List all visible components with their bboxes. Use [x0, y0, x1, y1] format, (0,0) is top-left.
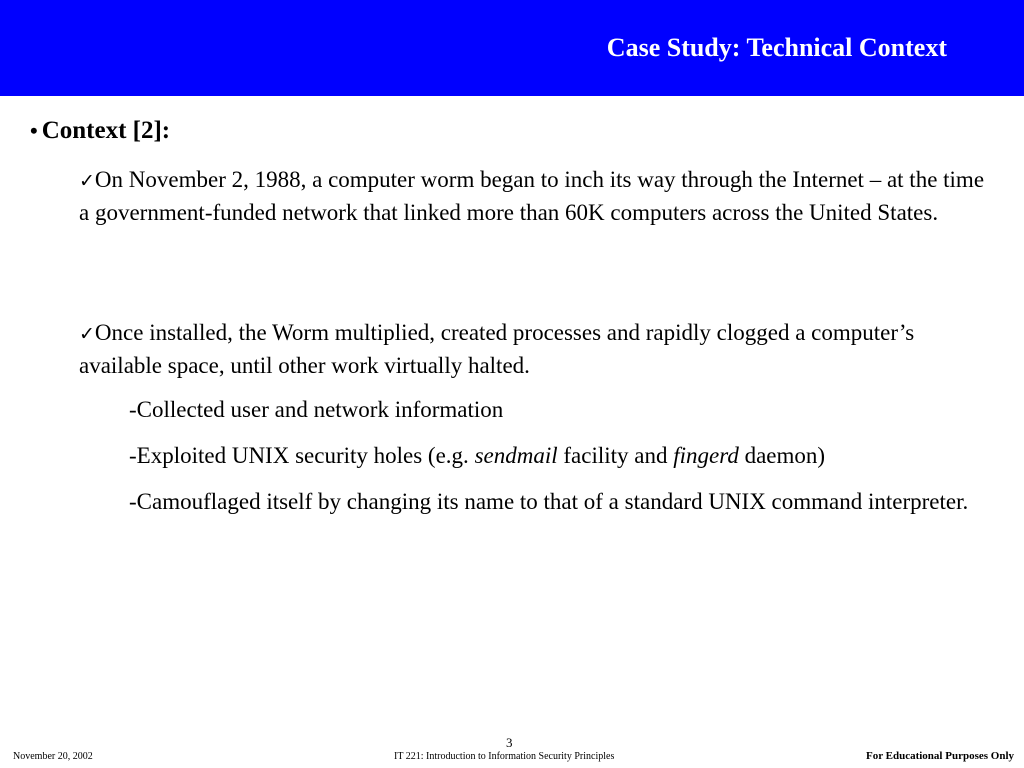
footer-date: November 20, 2002: [13, 751, 93, 762]
sub-2-prefix: -Exploited UNIX security holes (e.g.: [129, 443, 475, 468]
page-number: 3: [506, 735, 513, 750]
sub-point-collected-info: -Collected user and network information: [129, 397, 504, 422]
checkmark-icon: ✓: [79, 323, 95, 345]
heading-text: Context [2]:: [41, 117, 171, 144]
point-worm-multiplied: [79, 317, 999, 381]
point-worm-began: [79, 164, 999, 228]
term-fingerd: fingerd: [673, 443, 739, 468]
slide-title: Case Study: Technical Context: [606, 33, 947, 62]
footer-notice: For Educational Purposes Only: [865, 750, 1014, 762]
term-sendmail: sendmail: [474, 443, 558, 468]
sub-2-middle: facility and: [557, 443, 674, 468]
sub-point-exploited-holes: [129, 440, 989, 471]
point-1-text: On November 2, 1988, a computer worm began to inch its way through the Internet – at the time a government-funded network that linked more than 60K computers across the United States.: [79, 167, 985, 225]
sub-2-suffix: daemon): [738, 443, 826, 468]
bullet-heading: [30, 117, 170, 145]
footer-course-title: IT 221: Introduction to Information Security Principles: [394, 751, 615, 762]
bullet-icon: •: [30, 118, 38, 143]
point-2-text: Once installed, the Worm multiplied, created processes and rapidly clogged a computer’s available space, until other work virtually halted.: [79, 320, 915, 378]
sub-point-camouflaged: -Camouflaged itself by changing its name to that of a standard UNIX command interpreter.: [129, 489, 969, 514]
checkmark-icon: ✓: [79, 170, 95, 192]
